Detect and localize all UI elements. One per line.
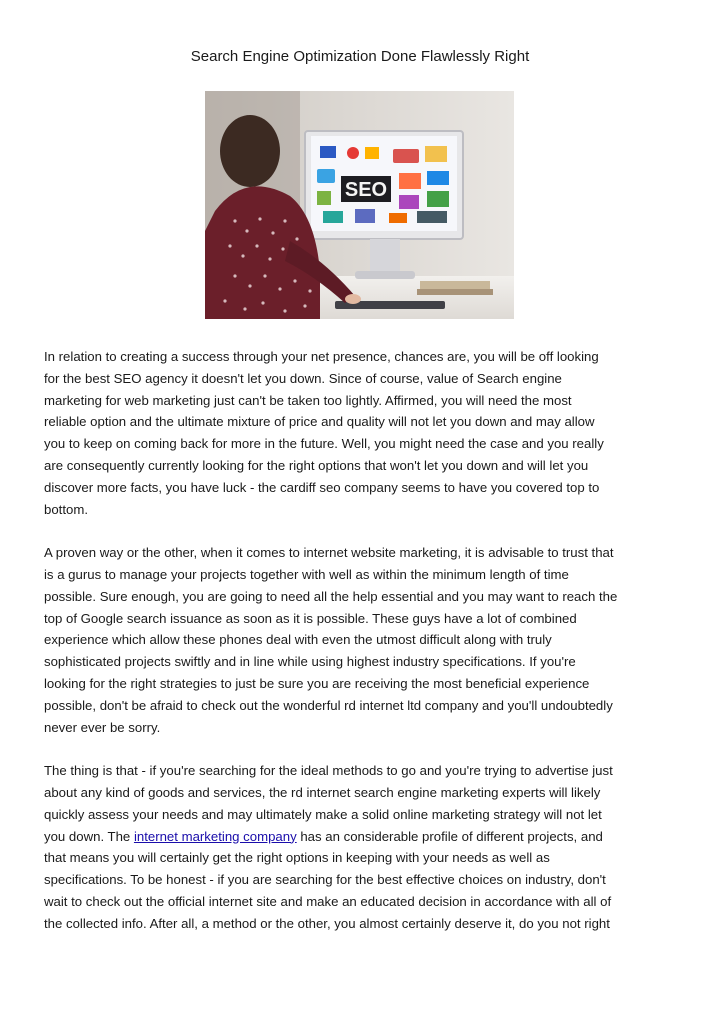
text-line: bottom.	[44, 501, 88, 517]
text-line: is a gurus to manage your projects together with well as within the minimum length of time	[44, 566, 569, 582]
hero-image	[205, 91, 514, 319]
text-segment: you down. The	[44, 828, 134, 844]
text-line: possible. Sure enough, you are going to need all the help essential and you may want to reach the	[44, 588, 618, 604]
text-line: In relation to creating a success through your net presence, chances are, you will be off looking	[44, 349, 599, 364]
text-line: wait to check out the official internet site and make an educated decision in accordance with all of	[44, 893, 612, 909]
text-line: you to keep on coming back for more in the future. Well, you might need the case and you really	[44, 436, 604, 452]
text-line: The thing is that - if you're searching for the ideal methods to go and you're trying to advertise just	[44, 763, 613, 779]
text-line-with-link	[44, 826, 684, 848]
text-line: never ever be sorry.	[44, 719, 161, 735]
text-line: marketing for web marketing just can't be taken too lightly. Affirmed, you will need the most	[44, 392, 572, 408]
seo-monitor-photo-icon	[205, 91, 514, 319]
text-line: about any kind of goods and services, the rd internet search engine marketing experts will likely	[44, 784, 601, 800]
text-line: for the best SEO agency it doesn't let you down. Since of course, value of Search engine	[44, 370, 562, 386]
text-line: the collected info. After all, a method or the other, you almost certainly deserve it, do you not right	[44, 915, 610, 931]
text-segment: has an considerable profile of different projects, and	[296, 828, 603, 844]
paragraph-1	[44, 346, 684, 520]
text-line: top of Google search issuance as soon as it is possible. These guys have a lot of combined	[44, 610, 577, 626]
text-line: reliable option and the ultimate mixture of price and quality will not let you down and may allow	[44, 414, 595, 430]
text-line: looking for the right strategies to just be sure you are receiving the most beneficial experience	[44, 675, 590, 691]
screen-seo-text: SEO	[344, 179, 388, 201]
internet-marketing-company-link[interactable]: internet marketing company	[133, 828, 297, 844]
text-line: sophisticated projects swiftly and in line while using highest industry specifications. If you're	[44, 654, 576, 670]
text-line: discover more facts, you have luck - the cardiff seo company seems to have you covered top to	[44, 479, 600, 495]
text-line: that means you will certainly get the right options in keeping with your needs as well as	[44, 850, 550, 866]
paragraph-3	[44, 760, 684, 934]
page-title: Search Engine Optimization Done Flawlessly Right	[190, 48, 530, 65]
text-line: quickly assess your needs and may ultimately make a solid online marketing strategy will not let	[44, 806, 602, 822]
text-line: possible, don't be afraid to check out the wonderful rd internet ltd company and you'll undoubtedly	[44, 697, 613, 713]
text-line: A proven way or the other, when it comes to internet website marketing, it is advisable to trust that	[44, 545, 614, 561]
text-line: experience which allow these phones deal with even the utmost difficult along with truly	[44, 632, 552, 648]
article-body	[44, 346, 684, 956]
text-line: are consequently currently looking for the right options that won't let you down and will let you	[44, 457, 589, 473]
text-line: specifications. To be honest - if you are searching for the best effective choices on industry, don't	[44, 872, 606, 888]
paragraph-2	[44, 542, 684, 738]
